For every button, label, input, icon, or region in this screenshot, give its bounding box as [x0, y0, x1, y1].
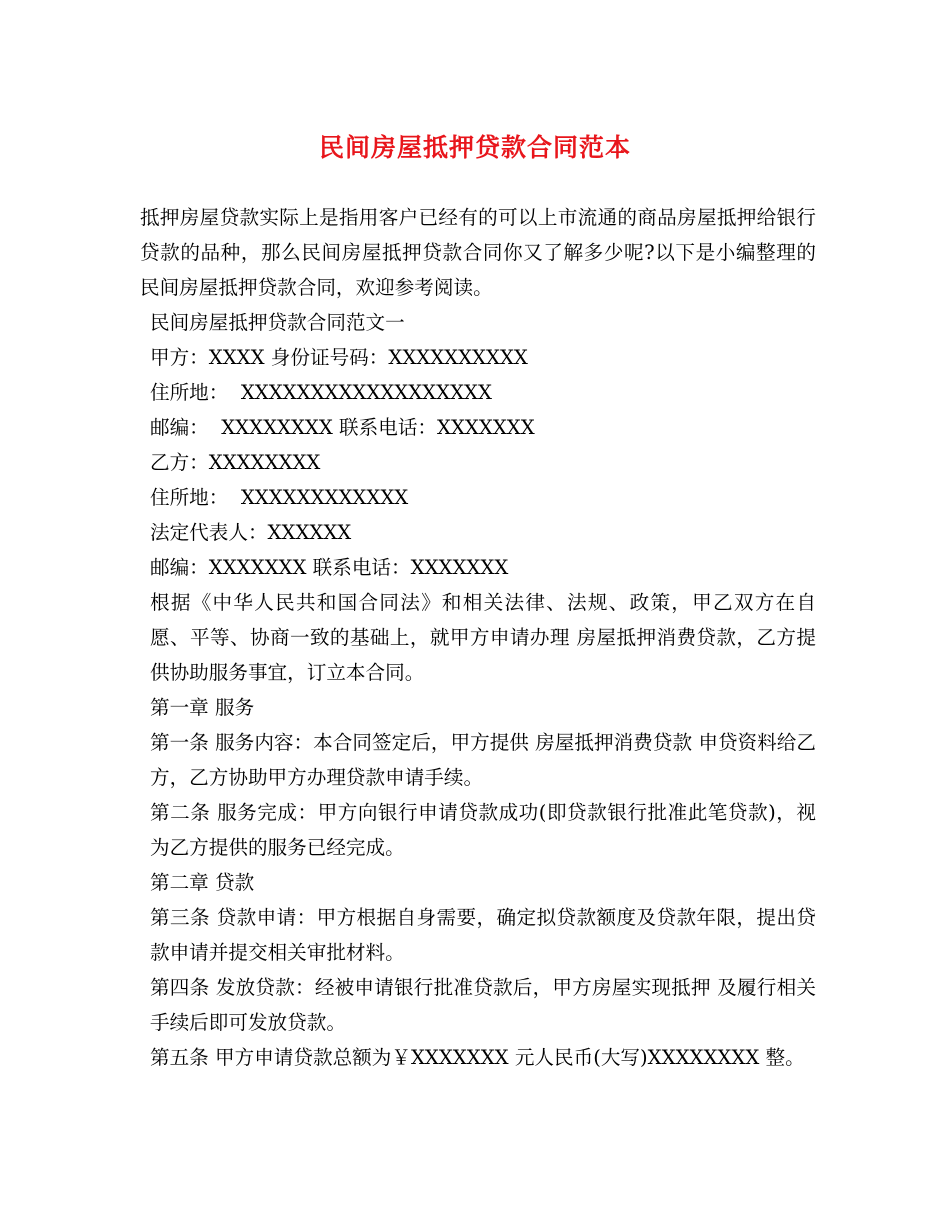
article-four-paragraph: 第四条 发放贷款：经被申请银行批准贷款后，甲方房屋实现抵押 及履行相关手续后即可发放贷款。	[150, 976, 816, 1034]
document-title: 民间房屋抵押贷款合同范本	[318, 133, 631, 162]
party-a-contact-line: 邮编： XXXXXXXX 联系电话：XXXXXXX	[150, 416, 535, 439]
article-one-paragraph: 第一条 服务内容：本合同签定后，甲方提供 房屋抵押消费贷款 申贷资料给乙方，乙方协助甲方办理贷款申请手续。	[150, 731, 816, 789]
article-five-paragraph: 第五条 甲方申请贷款总额为￥XXXXXXX 元人民币(大写)XXXXXXXX 整。	[150, 1046, 805, 1069]
intro-paragraph: 抵押房屋贷款实际上是指用客户已经有的可以上市流通的商品房屋抵押给银行贷款的品种，那么民间房屋抵押贷款合同你又了解多少呢?以下是小编整理的民间房屋抵押贷款合同，欢迎参考阅读。	[140, 206, 816, 299]
chapter-two-heading: 第二章 贷款	[150, 871, 255, 894]
party-a-address-line: 住所地： XXXXXXXXXXXXXXXXXX	[150, 381, 492, 404]
party-b-address-line: 住所地： XXXXXXXXXXXX	[150, 486, 409, 509]
party-a-id-line: 甲方：XXXX 身份证号码：XXXXXXXXXX	[150, 346, 528, 369]
article-two-paragraph: 第二条 服务完成：甲方向银行申请贷款成功(即贷款银行批准此笔贷款)，视为乙方提供的服务已经完成。	[150, 801, 816, 859]
party-b-contact-line: 邮编：XXXXXXX 联系电话：XXXXXXX	[150, 556, 509, 579]
document-body	[140, 200, 816, 1075]
article-three-paragraph: 第三条 贷款申请：甲方根据自身需要，确定拟贷款额度及贷款年限，提出贷款申请并提交相关审批材料。	[150, 906, 816, 964]
party-b-line: 乙方：XXXXXXXX	[150, 451, 321, 474]
chapter-one-heading: 第一章 服务	[150, 696, 255, 719]
section-heading: 民间房屋抵押贷款合同范文一	[150, 311, 405, 334]
legal-representative-line: 法定代表人：XXXXXX	[150, 521, 352, 544]
contract-basis-paragraph: 根据《中华人民共和国合同法》和相关法律、法规、政策，甲乙双方在自愿、平等、协商一致的基础上，就甲方申请办理 房屋抵押消费贷款，乙方提供协助服务事宜，订立本合同。	[150, 591, 816, 684]
